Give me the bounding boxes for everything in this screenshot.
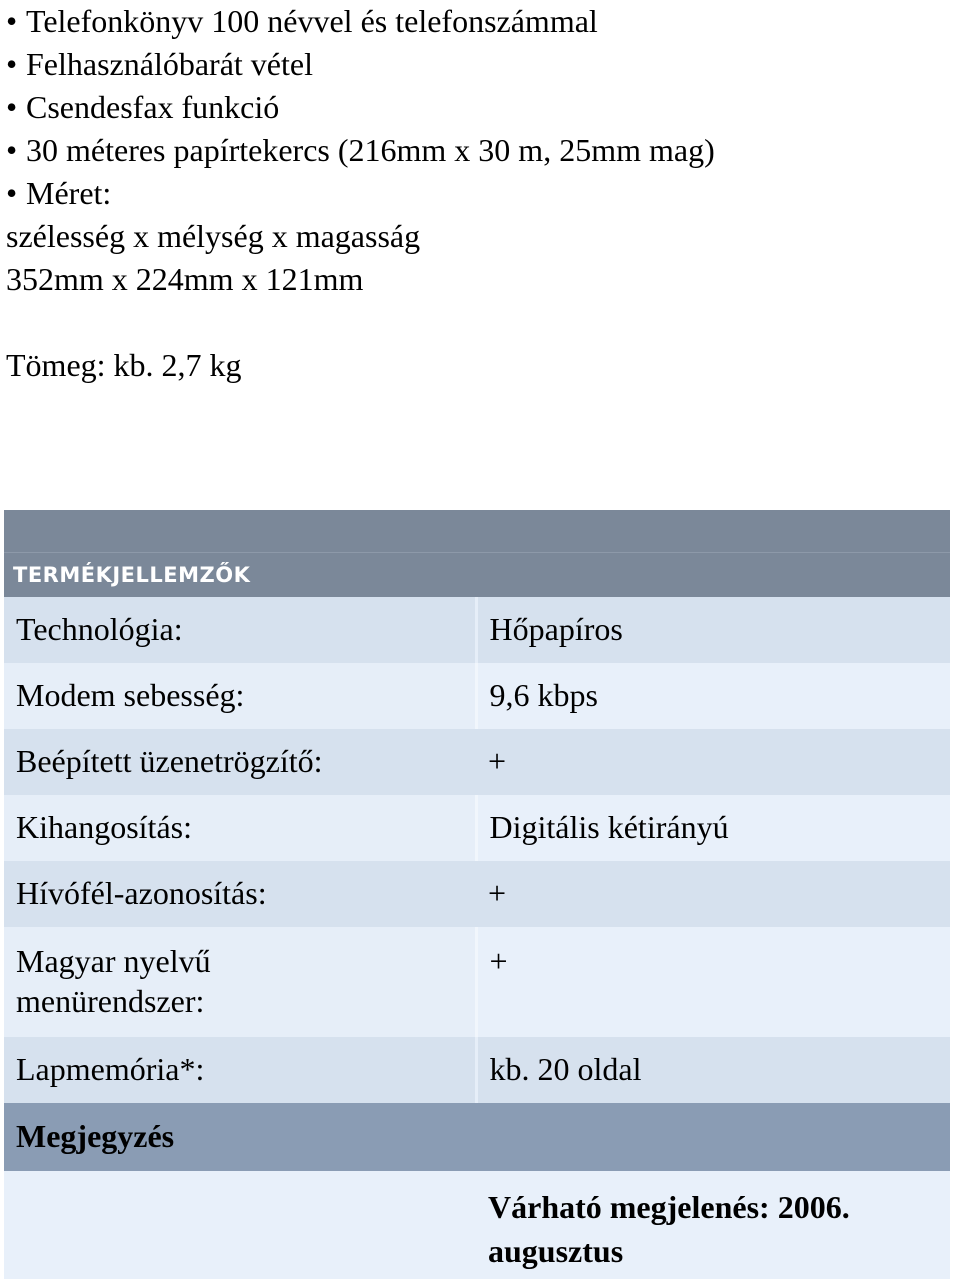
table-row xyxy=(4,663,950,729)
note-text: Várható megjelenés: 2006. augusztus xyxy=(476,1171,950,1279)
feature-item: • 30 méteres papírtekercs (216mm x 30 m, 25mm mag) xyxy=(6,129,946,172)
spec-table xyxy=(4,597,950,1279)
feature-item: • Felhasználóbarát vétel xyxy=(6,43,946,86)
bullet-icon: • xyxy=(6,3,18,39)
note-header-row xyxy=(4,1103,950,1171)
spacer xyxy=(6,301,946,344)
product-spec-panel xyxy=(4,510,950,1279)
table-row xyxy=(4,861,950,927)
feature-item: • Csendesfax funkció xyxy=(6,86,946,129)
spec-value: Digitális kétirányú xyxy=(476,795,950,861)
spec-value: + xyxy=(488,743,507,779)
feature-item: • Méret: xyxy=(6,172,946,215)
spec-label: Magyar nyelvű menürendszer: xyxy=(4,927,476,1037)
spec-header xyxy=(4,553,950,597)
spec-label: Technológia: xyxy=(4,597,476,663)
feature-item: • Telefonkönyv 100 névvel és telefonszámmal xyxy=(6,0,946,43)
spec-value: + xyxy=(476,927,950,1037)
bullet-icon: • xyxy=(6,89,18,125)
dimension-labels: szélesség x mélység x magasság xyxy=(6,218,421,254)
table-row xyxy=(4,1037,950,1103)
spec-value: + xyxy=(488,875,507,911)
spec-label: Hívófél-azonosítás: xyxy=(16,875,267,911)
spec-value: 9,6 kbps xyxy=(476,663,950,729)
bullet-icon: • xyxy=(6,175,18,211)
spec-row-cell xyxy=(4,729,950,795)
spec-label: Modem sebesség: xyxy=(4,663,476,729)
note-label: Megjegyzés xyxy=(4,1103,950,1171)
bullet-icon: • xyxy=(6,132,18,168)
note-row xyxy=(4,1171,950,1279)
table-row xyxy=(4,795,950,861)
dimension-values: 352mm x 224mm x 121mm xyxy=(6,261,364,297)
table-row xyxy=(4,597,950,663)
spec-value: kb. 20 oldal xyxy=(476,1037,950,1103)
spec-label: Kihangosítás: xyxy=(4,795,476,861)
spec-label: Lapmemória*: xyxy=(4,1037,476,1103)
note-empty-cell xyxy=(4,1171,476,1279)
table-row xyxy=(4,729,950,795)
table-row xyxy=(4,927,950,1037)
spec-value: Hőpapíros xyxy=(476,597,950,663)
product-description xyxy=(6,0,946,387)
spec-row-cell xyxy=(4,861,950,927)
bullet-icon: • xyxy=(6,46,18,82)
weight-text: Tömeg: kb. 2,7 kg xyxy=(6,347,242,383)
spec-label: Beépített üzenetrögzítő: xyxy=(16,743,323,779)
spec-header-title: TERMÉKJELLEMZŐK xyxy=(13,563,251,587)
spec-header-band xyxy=(4,510,950,553)
